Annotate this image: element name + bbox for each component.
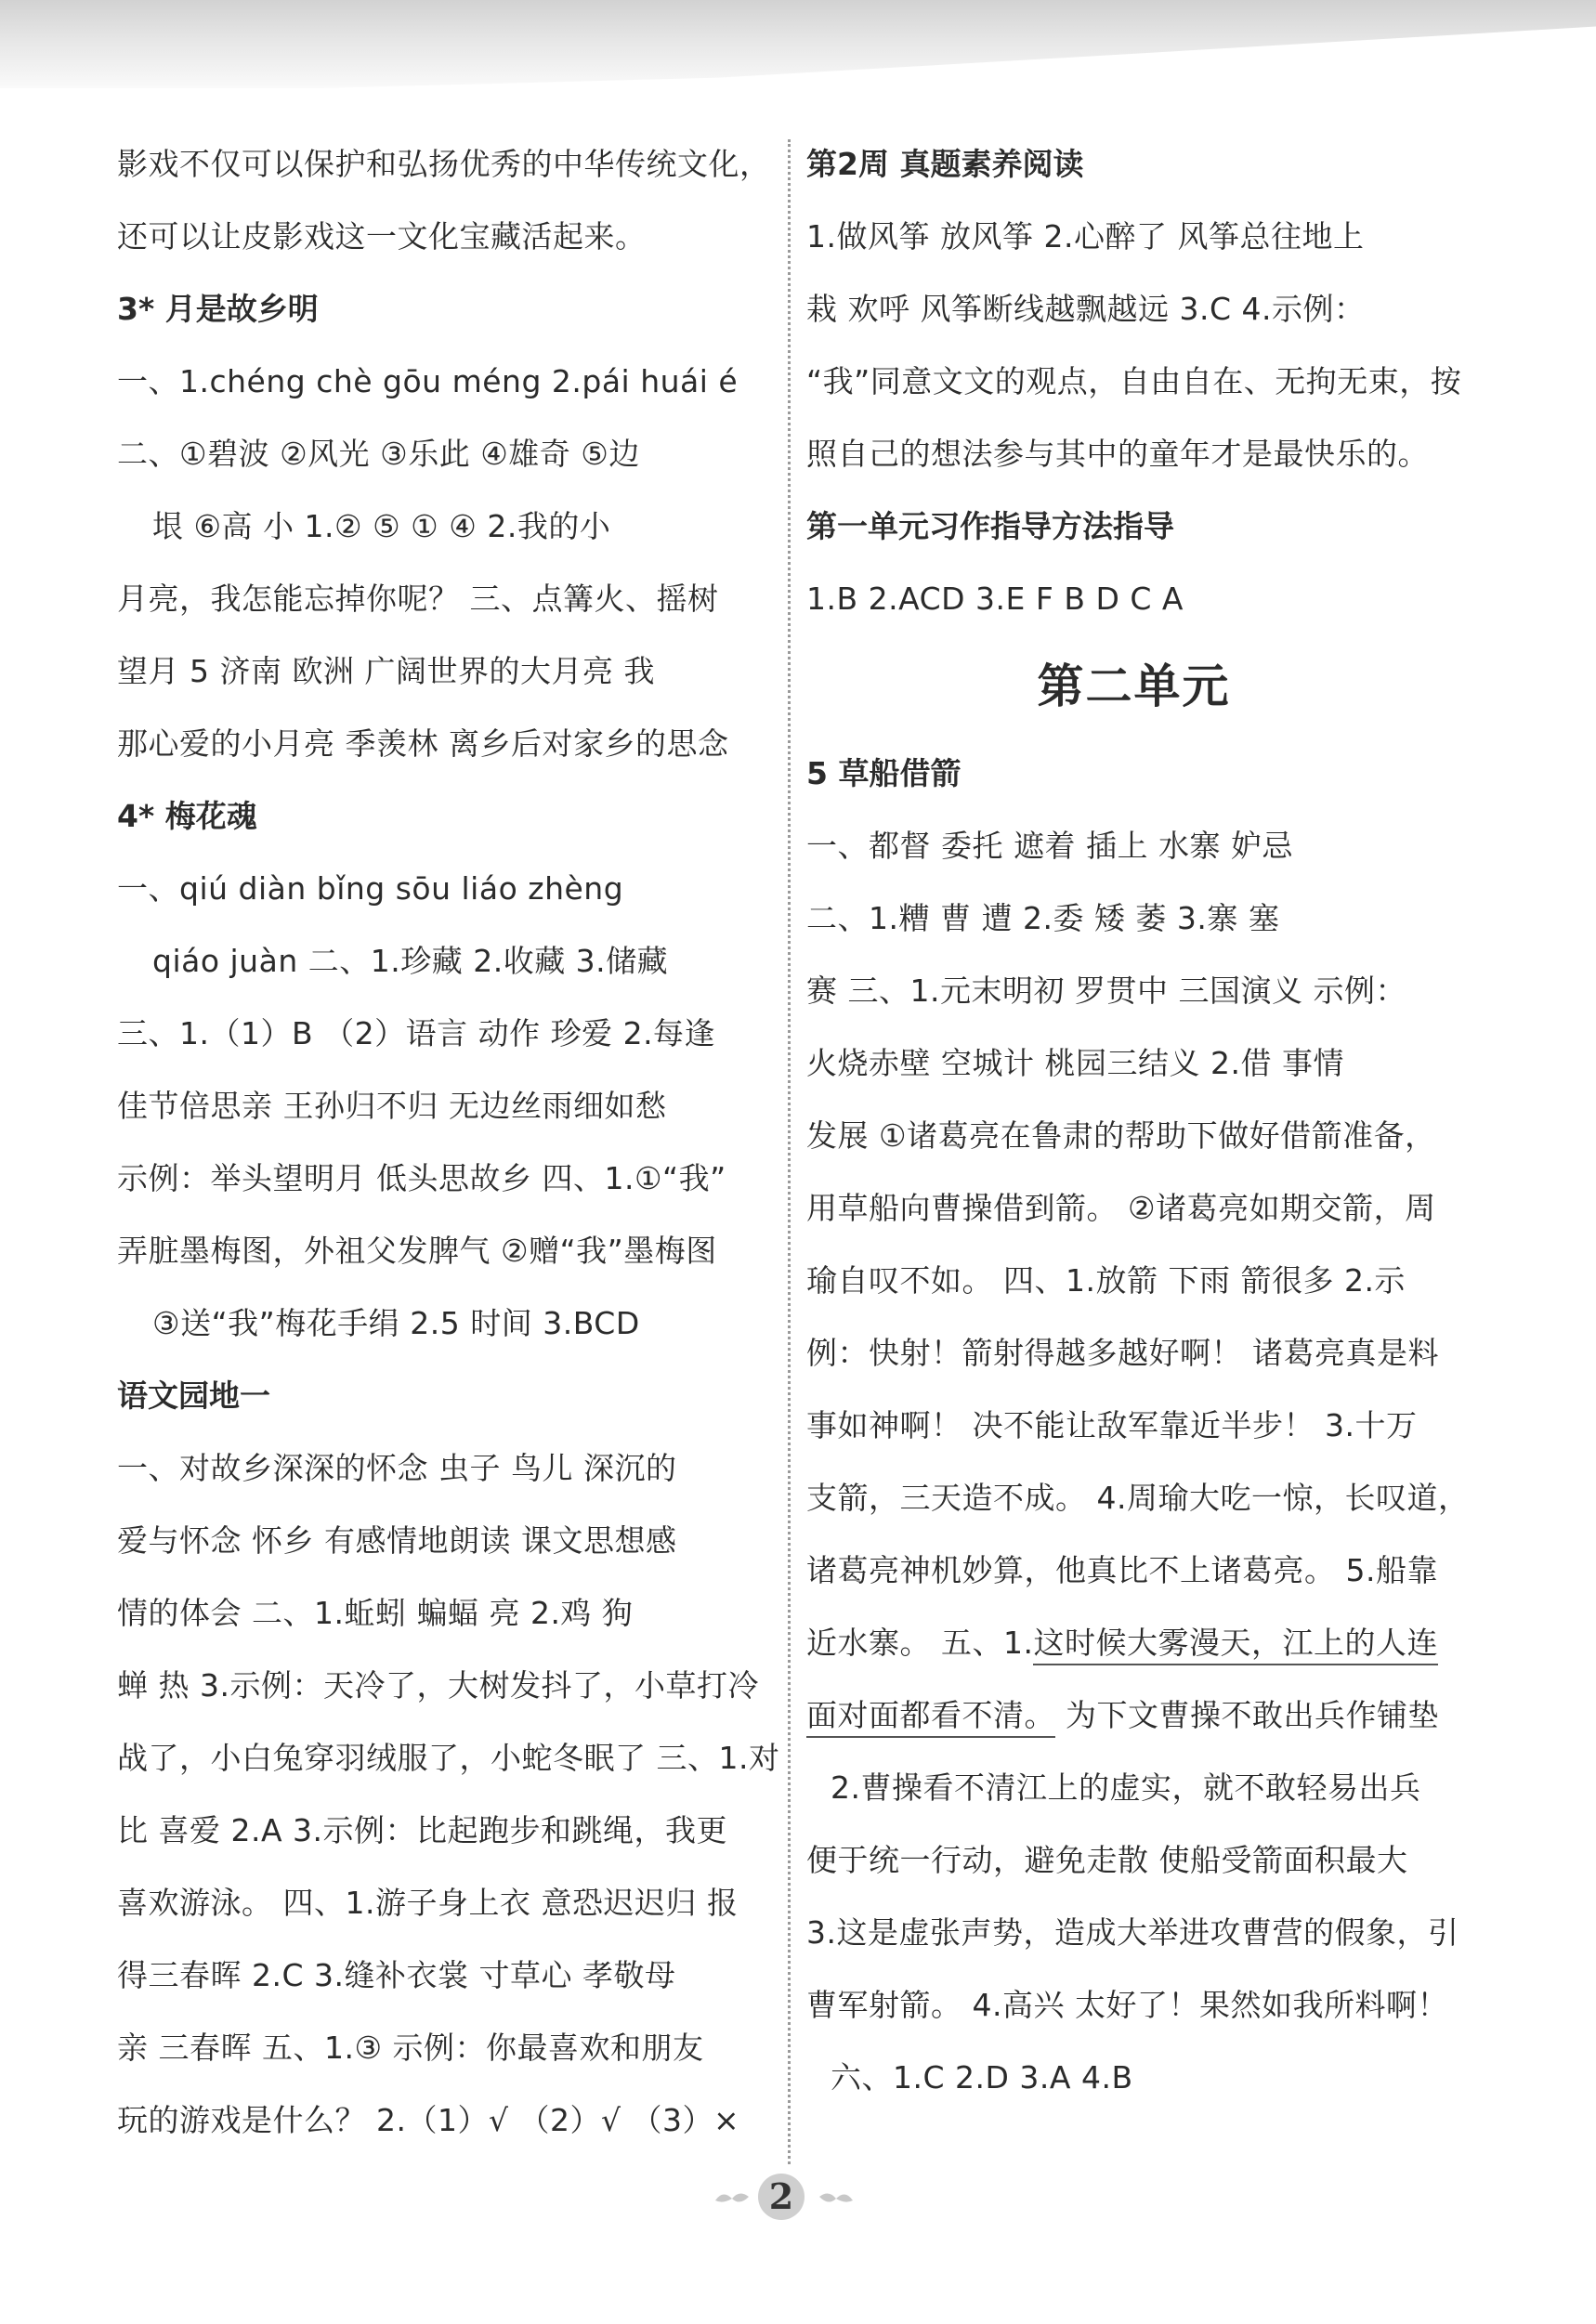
left-column (117, 128, 780, 2157)
text-line: 六、1.C 2.D 3.A 4.B (831, 2059, 1133, 2096)
text-line: 2.曹操看不清江上的虚实，就不敢轻易出兵 (831, 1769, 1421, 1806)
section-heading: 第2周 真题素养阅读 (806, 146, 1084, 182)
text-fragment: 为下文曹操不敢出兵作铺垫 (1055, 1697, 1439, 1733)
text-line: 望月 5 济南 欧洲 广阔世界的大月亮 我 (117, 653, 655, 689)
text-line: 赛 三、1.元末明初 罗贯中 三国演义 示例： (806, 973, 1406, 1009)
text-line: 示例：举头望明月 低头思故乡 四、1.①“我” (117, 1160, 726, 1196)
text-line: 垠 ⑥高 小 1.② ⑤ ① ④ 2.我的小 (152, 508, 611, 544)
text-line: 便于统一行动，避免走散 使船受箭面积最大 (806, 1842, 1408, 1878)
text-line: 得三春晖 2.C 3.缝补衣裳 寸草心 孝敬母 (117, 1957, 676, 1993)
text-line: 战了，小白兔穿羽绒服了，小蛇冬眠了 三、1.对 (117, 1740, 780, 1776)
text-line: 一、对故乡深深的怀念 虫子 鸟儿 深沉的 (117, 1450, 677, 1486)
right-column (806, 128, 1470, 2114)
text-line: 亲 三春晖 五、1.③ 示例：你最喜欢和朋友 (117, 2030, 704, 2066)
text-line: 月亮，我怎能忘掉你呢？ 三、点篝火、摇树 (117, 581, 719, 617)
text-line: 爱与怀念 怀乡 有感情地朗读 课文思想感 (117, 1522, 677, 1559)
text-line: 喜欢游泳。 四、1.游子身上衣 意恐迟迟归 报 (117, 1885, 739, 1921)
text-line: 用草船向曹操借到箭。 ②诸葛亮如期交箭，周 (806, 1190, 1436, 1226)
text-line: 比 喜爱 2.A 3.示例：比起跑步和跳绳，我更 (117, 1812, 728, 1848)
section-heading: 语文园地一 (117, 1377, 270, 1414)
text-line: 一、都督 委托 遮着 插上 水寨 妒忌 (806, 828, 1293, 864)
text-line: qiáo juàn 二、1.珍藏 2.收藏 3.储藏 (152, 943, 669, 979)
text-line: 一、qiú diàn bǐng sōu liáo zhèng (117, 870, 624, 907)
text-line: 二、1.糟 曹 遭 2.委 矮 萎 3.寨 塞 (806, 900, 1280, 936)
text-line (806, 1607, 1461, 1679)
page-number: 2 (758, 2174, 805, 2220)
text-line: 栽 欢呼 风筝断线越飘越远 3.C 4.示例： (806, 291, 1366, 327)
text-line: 1.B 2.ACD 3.E F B D C A (806, 581, 1184, 617)
text-line: 那心爱的小月亮 季羡林 离乡后对家乡的思念 (117, 725, 729, 762)
text-line: ③送“我”梅花手绢 2.5 时间 3.BCD (152, 1305, 640, 1341)
text-line: 3.这是虚张声势，造成大举进攻曹营的假象，引 (806, 1914, 1459, 1951)
text-line: 火烧赤壁 空城计 桃园三结义 2.借 事情 (806, 1045, 1344, 1081)
section-heading: 4* 梅花魂 (117, 798, 257, 834)
text-line: 影戏不仅可以保护和弘扬优秀的中华传统文化， (117, 146, 771, 182)
text-line: 一、1.chéng chè gōu méng 2.pái huái é (117, 363, 739, 399)
text-line (806, 1679, 1461, 1752)
text-line: 发展 ①诸葛亮在鲁肃的帮助下做好借箭准备， (806, 1117, 1436, 1154)
text-line: 玩的游戏是什么？ 2.（1）√ （2）√ （3）× (117, 2102, 740, 2138)
section-heading: 5 草船借箭 (806, 755, 962, 791)
underlined-text: 面对面都看不清。 (806, 1697, 1055, 1738)
text-line: 蝉 热 3.示例：天冷了，大树发抖了，小草打冷 (117, 1667, 759, 1704)
text-line: 照自己的想法参与其中的童年才是最快乐的。 (806, 436, 1429, 472)
text-line: “我”同意文文的观点，自由自在、无拘无束，按 (806, 363, 1462, 399)
text-line: 还可以让皮影戏这一文化宝藏活起来。 (117, 218, 647, 255)
leaf-ornament-right-icon (818, 2187, 855, 2210)
text-line: 瑜自叹不如。 四、1.放箭 下雨 箭很多 2.示 (806, 1262, 1406, 1299)
text-fragment: 近水寨。 五、1. (806, 1625, 1034, 1661)
text-line: 例：快射！箭射得越多越好啊！ 诸葛亮真是料 (806, 1335, 1439, 1371)
section-heading: 3* 月是故乡明 (117, 291, 319, 327)
text-line: 弄脏墨梅图，外祖父发脾气 ②赠“我”墨梅图 (117, 1233, 717, 1269)
column-divider (788, 139, 791, 2164)
leaf-ornament-left-icon (713, 2187, 751, 2210)
text-line: 二、①碧波 ②风光 ③乐此 ④雄奇 ⑤边 (117, 436, 640, 472)
text-line: 曹军射箭。 4.高兴 太好了！果然如我所料啊！ (806, 1987, 1448, 2023)
underlined-text: 这时候大雾漫天，江上的人连 (1033, 1625, 1438, 1665)
section-heading: 第一单元习作指导方法指导 (806, 508, 1174, 544)
text-line: 事如神啊！ 决不能让敌军靠近半步！ 3.十万 (806, 1407, 1418, 1443)
text-line: 情的体会 二、1.蚯蚓 蝙蝠 亮 2.鸡 狗 (117, 1595, 634, 1631)
unit-title: 第二单元 (1037, 659, 1231, 713)
text-line: 支箭，三天造不成。 4.周瑜大吃一惊，长叹道， (806, 1480, 1470, 1516)
text-line: 三、1.（1）B （2）语言 动作 珍爱 2.每逢 (117, 1015, 716, 1051)
text-line: 佳节倍思亲 王孙归不归 无边丝雨细如愁 (117, 1088, 667, 1124)
text-line: 诸葛亮神机妙算，他真比不上诸葛亮。 5.船靠 (806, 1552, 1438, 1588)
top-decorative-band (0, 0, 1596, 88)
text-line: 1.做风筝 放风筝 2.心醉了 风筝总往地上 (806, 218, 1365, 255)
